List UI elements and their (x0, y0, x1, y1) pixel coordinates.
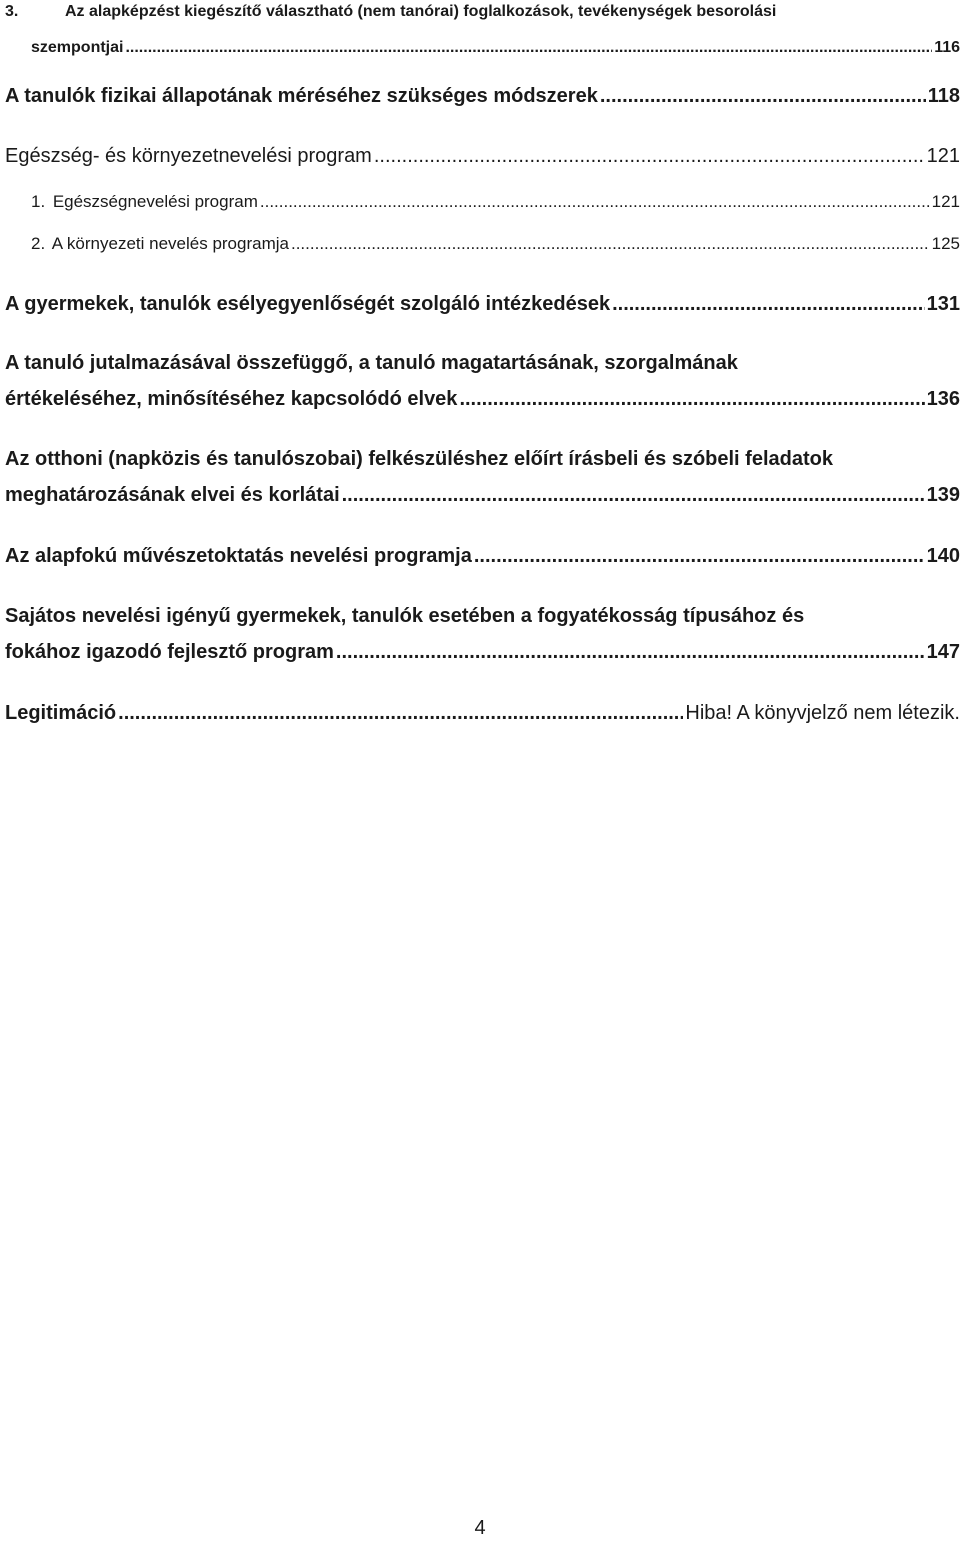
toc-leader-dots (336, 634, 925, 670)
toc-entry[interactable] (5, 138, 960, 174)
toc-entry-page: 116 (934, 39, 960, 56)
toc-entry-page: 131 (926, 293, 960, 315)
toc-leader-dots (474, 538, 925, 574)
toc-entry[interactable] (5, 0, 960, 66)
toc-entry-page: 136 (926, 388, 960, 410)
toc-leader-dots (342, 477, 925, 513)
toc-entry[interactable] (5, 538, 960, 574)
toc-entry[interactable] (5, 184, 960, 220)
toc-leader-dots (260, 184, 930, 220)
page-number: 4 (474, 1517, 486, 1539)
toc-entry-title: Legitimáció (5, 702, 117, 724)
toc-entry-number: 1. (31, 192, 46, 211)
toc-entry[interactable] (5, 226, 960, 262)
toc-leader-dots (600, 78, 926, 114)
toc-leader-dots (612, 286, 925, 322)
toc-entry-title-cont: szempontjai (31, 39, 124, 56)
toc-leader-dots (291, 226, 930, 262)
toc-entry[interactable] (5, 286, 960, 322)
toc-entry[interactable] (5, 695, 960, 731)
toc-leader-dots (118, 695, 683, 731)
toc-entry-title-cont: fokához igazodó fejlesztő program (5, 641, 334, 663)
toc-leader-dots (125, 30, 932, 66)
toc-entry-number: 3. (5, 3, 19, 20)
toc-entry-page: 121 (926, 145, 960, 167)
toc-entry[interactable] (5, 441, 960, 513)
toc-entry-page: 121 (931, 192, 960, 211)
toc-entry-title: Sajátos nevelési igényű gyermekek, tanulók esetében a fogyatékosság típusához és (5, 605, 805, 627)
toc-entry-page: Hiba! A könyvjelző nem létezik. (685, 702, 960, 724)
toc-entry-title: Az otthoni (napközis és tanulószobai) felkészüléshez előírt írásbeli és szóbeli feladatok (5, 448, 833, 470)
toc-entry-page: 139 (926, 484, 960, 506)
toc-entry-page: 118 (927, 85, 960, 107)
toc-entry-title: Az alapfokú művészetoktatás nevelési programja (5, 545, 472, 567)
toc-entry-title: A környezeti nevelés programja (51, 234, 289, 253)
toc-entry[interactable] (5, 345, 960, 417)
toc-entry-page: 147 (926, 641, 960, 663)
toc-leader-dots (459, 381, 924, 417)
toc-entry-title: Az alapképzést kiegészítő választható (nem tanórai) foglalkozások, tevékenységek besorolási (65, 3, 777, 20)
toc-entry-title: A gyermekek, tanulók esélyegyenlőségét szolgáló intézkedések (5, 293, 611, 315)
toc-entry-title-cont: értékeléséhez, minősítéséhez kapcsolódó elvek (5, 388, 458, 410)
toc-entry-title: Egészség- és környezetnevelési program (5, 145, 372, 167)
toc-entry[interactable] (5, 598, 960, 670)
toc-leader-dots (374, 138, 925, 174)
toc-entry[interactable] (5, 78, 960, 114)
toc-entry-number: 2. (31, 234, 46, 253)
toc-entry-title: Egészségnevelési program (52, 192, 258, 211)
toc-entry-title-cont: meghatározásának elvei és korlátai (5, 484, 340, 506)
toc-entry-page: 140 (926, 545, 960, 567)
toc-entry-title: A tanuló jutalmazásával összefüggő, a tanuló magatartásának, szorgalmának (5, 352, 738, 374)
toc-entry-page: 125 (931, 234, 960, 253)
toc-entry-title: A tanulók fizikai állapotának méréséhez szükséges módszerek (5, 85, 598, 107)
